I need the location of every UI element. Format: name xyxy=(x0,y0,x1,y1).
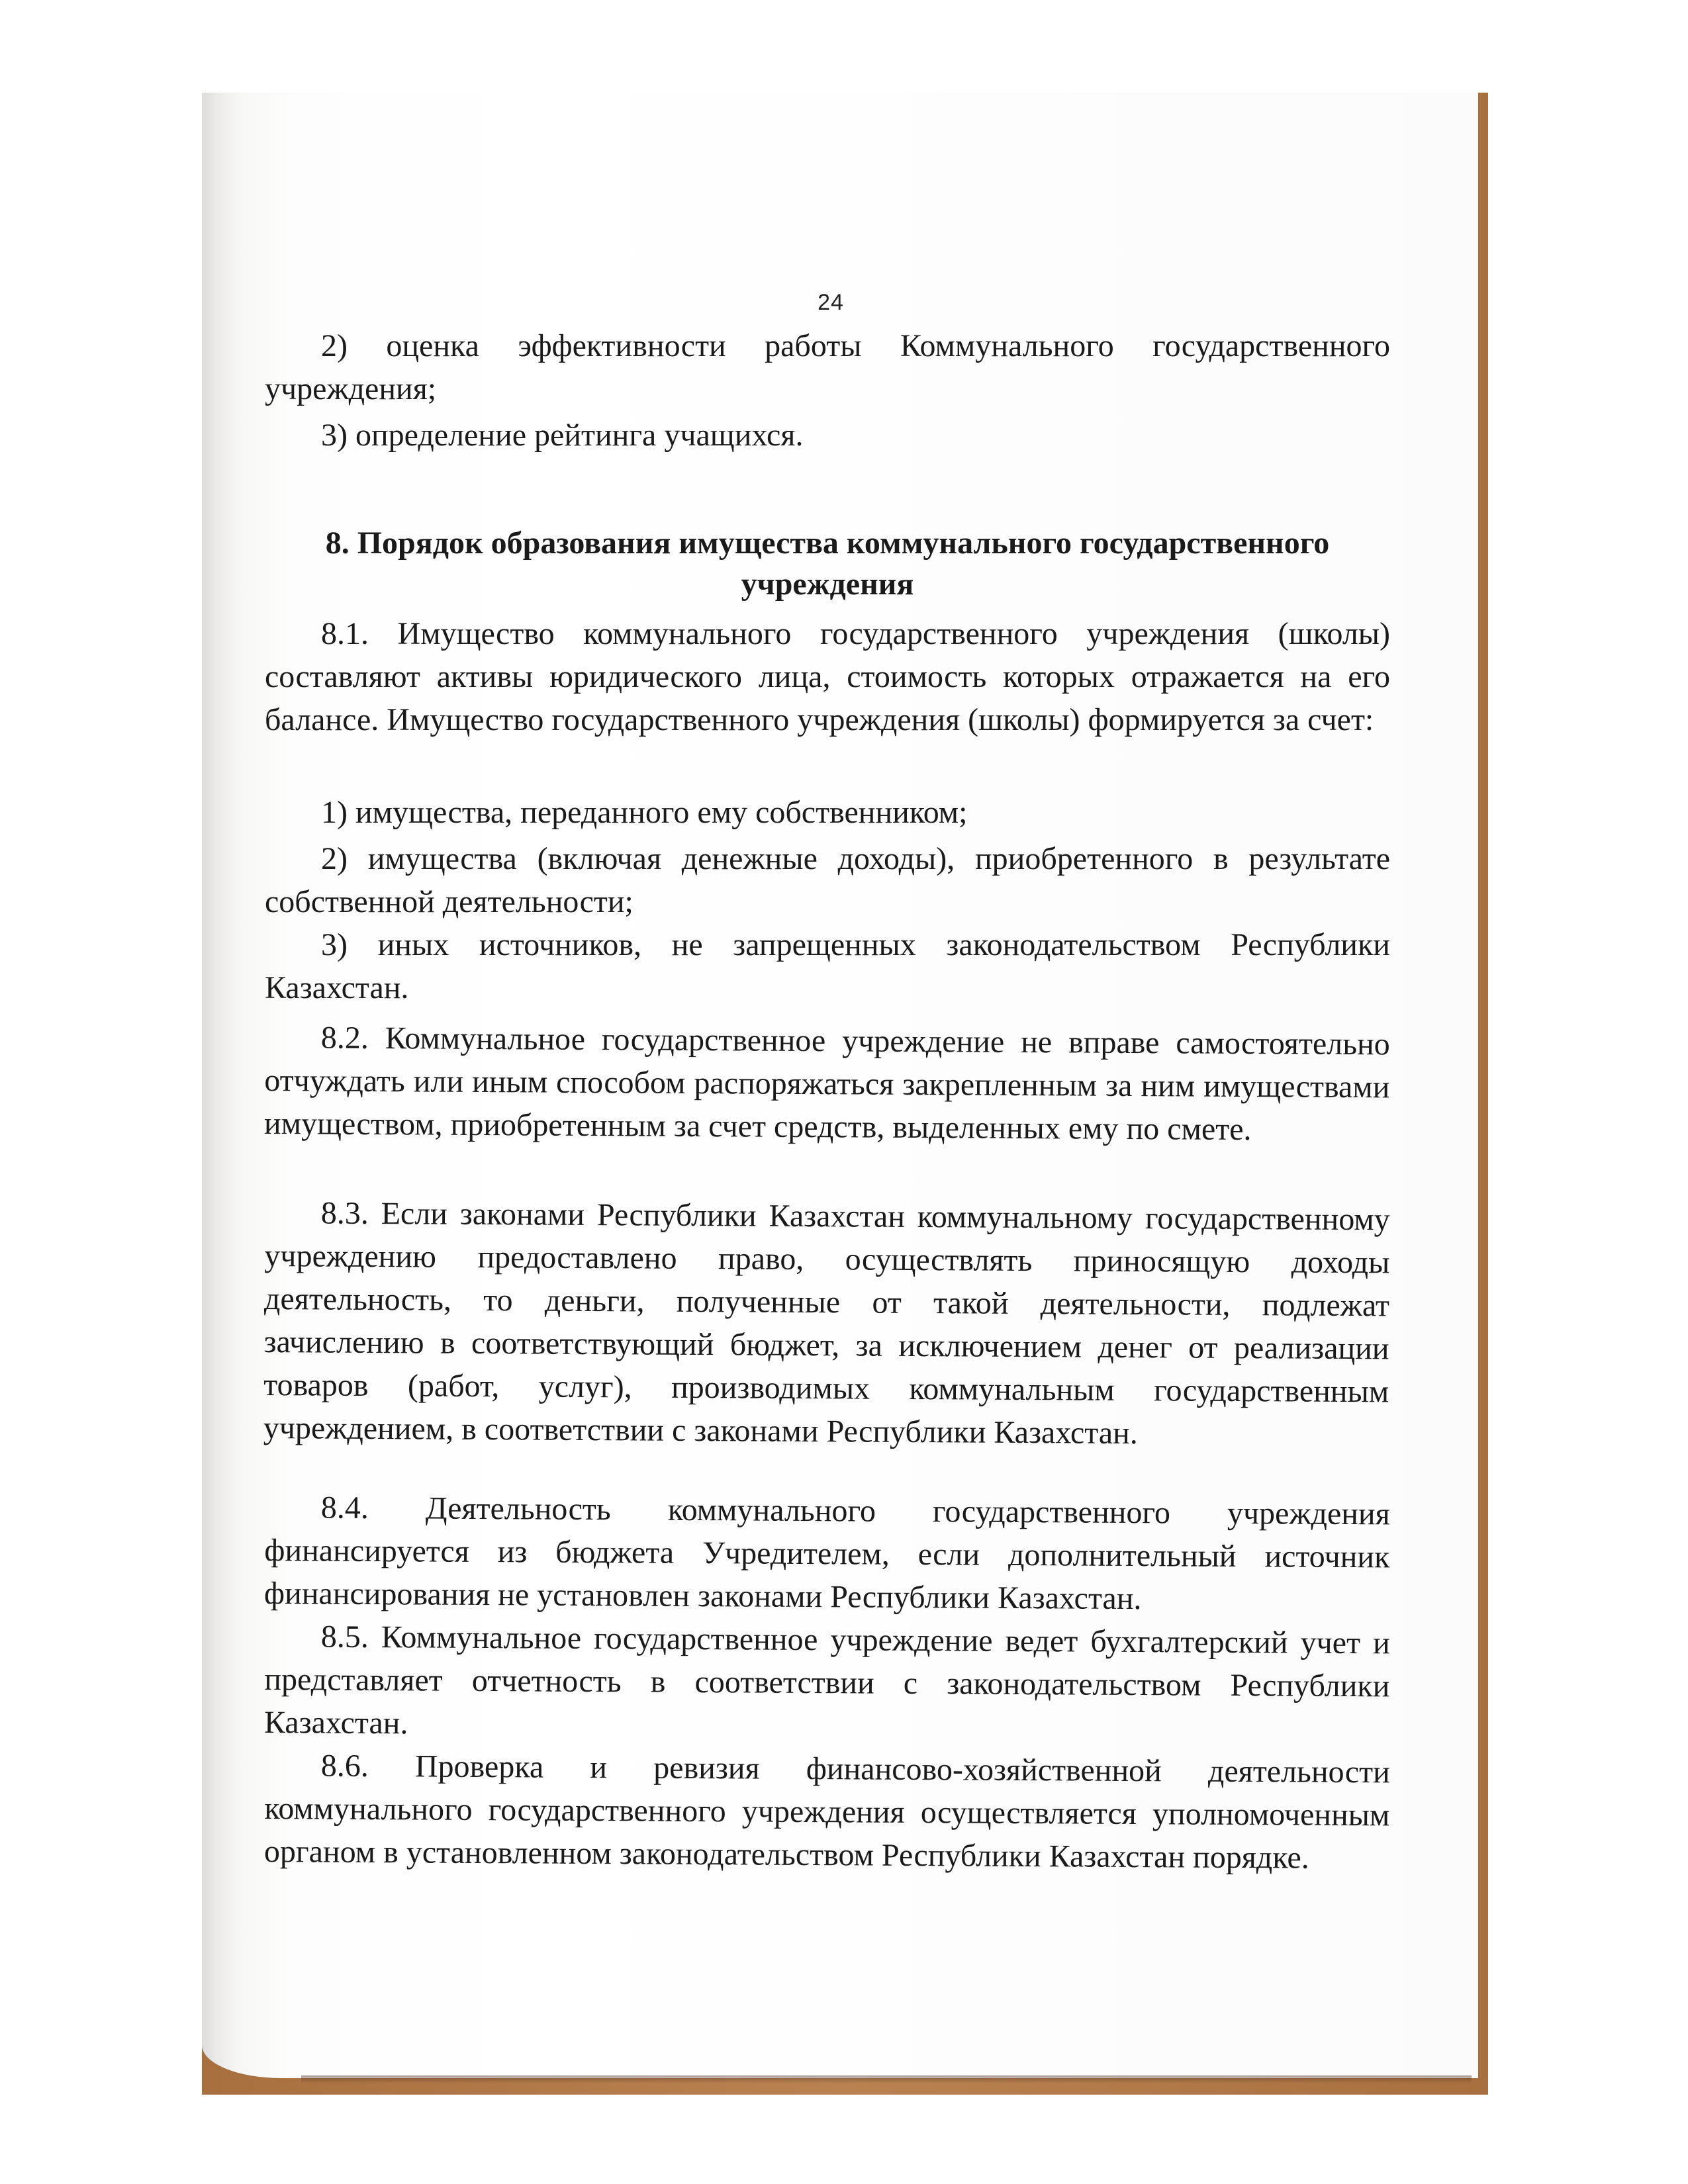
page-number: 24 xyxy=(818,290,844,315)
list-item: 3) определение рейтинга учащихся. xyxy=(321,418,804,453)
clause-8-2: 8.2. Коммунальное государственное учреждение не вправе самостоятельно отчуждать или иным способом распоряжаться закрепленным за ним имуществами имуществом, приобретенным за счет средств, выделенных ему по смете. xyxy=(263,1020,1390,1148)
list-item: 2) имущества (включая денежные доходы), приобретенного в результате собственной деятельности; xyxy=(265,841,1390,919)
clause-8-6: 8.6. Проверка и ревизия финансово-хозяйственной деятельности коммунального государственного учреждения осуществляется уполномоченным органом в установленном законодательством Республики Казахстан порядке. xyxy=(263,1748,1390,1876)
clause-8-3: 8.3. Если законами Республики Казахстан коммунальному государственному учреждению предоставлено право, осуществлять приносящую доходы деятельность, то деньги, полученные от такой деятельности, подлежат зачислению в соответствующий бюджет, за исключением денег от реализации товаров (работ, услуг), производимых коммунальным государственным учреждением, в соответствии с законами Республики Казахстан. xyxy=(263,1195,1390,1451)
section-title-line: 8. Порядок образования имущества коммунального государственного xyxy=(325,525,1330,561)
clause-8-1: 8.1. Имущество коммунального государственного учреждения (школы) составляют активы юридического лица, стоимость которых отражается на его балансе. Имущество государственного учреждения (школы) формируется за счет: xyxy=(265,616,1390,737)
clause-8-5: 8.5. Коммунальное государственное учреждение ведет бухгалтерский учет и представляет отчетность в соответствии с законодательством Республики Казахстан. xyxy=(263,1619,1390,1741)
section-title xyxy=(265,523,1390,605)
list-item: 2) оценка эффективности работы Коммунального государственного учреждения; xyxy=(265,328,1390,406)
section-title-line: учреждения xyxy=(741,567,914,602)
list-item: 1) имущества, переданного ему собственником; xyxy=(321,795,968,830)
list-item: 3) иных источников, не запрещенных законодательством Республики Казахстан. xyxy=(265,927,1390,1005)
clause-8-4: 8.4. Деятельность коммунального государственного учреждения финансируется из бюджета Учредителем, если дополнительный источник финансирования не установлен законами Республики Казахстан. xyxy=(263,1490,1390,1617)
